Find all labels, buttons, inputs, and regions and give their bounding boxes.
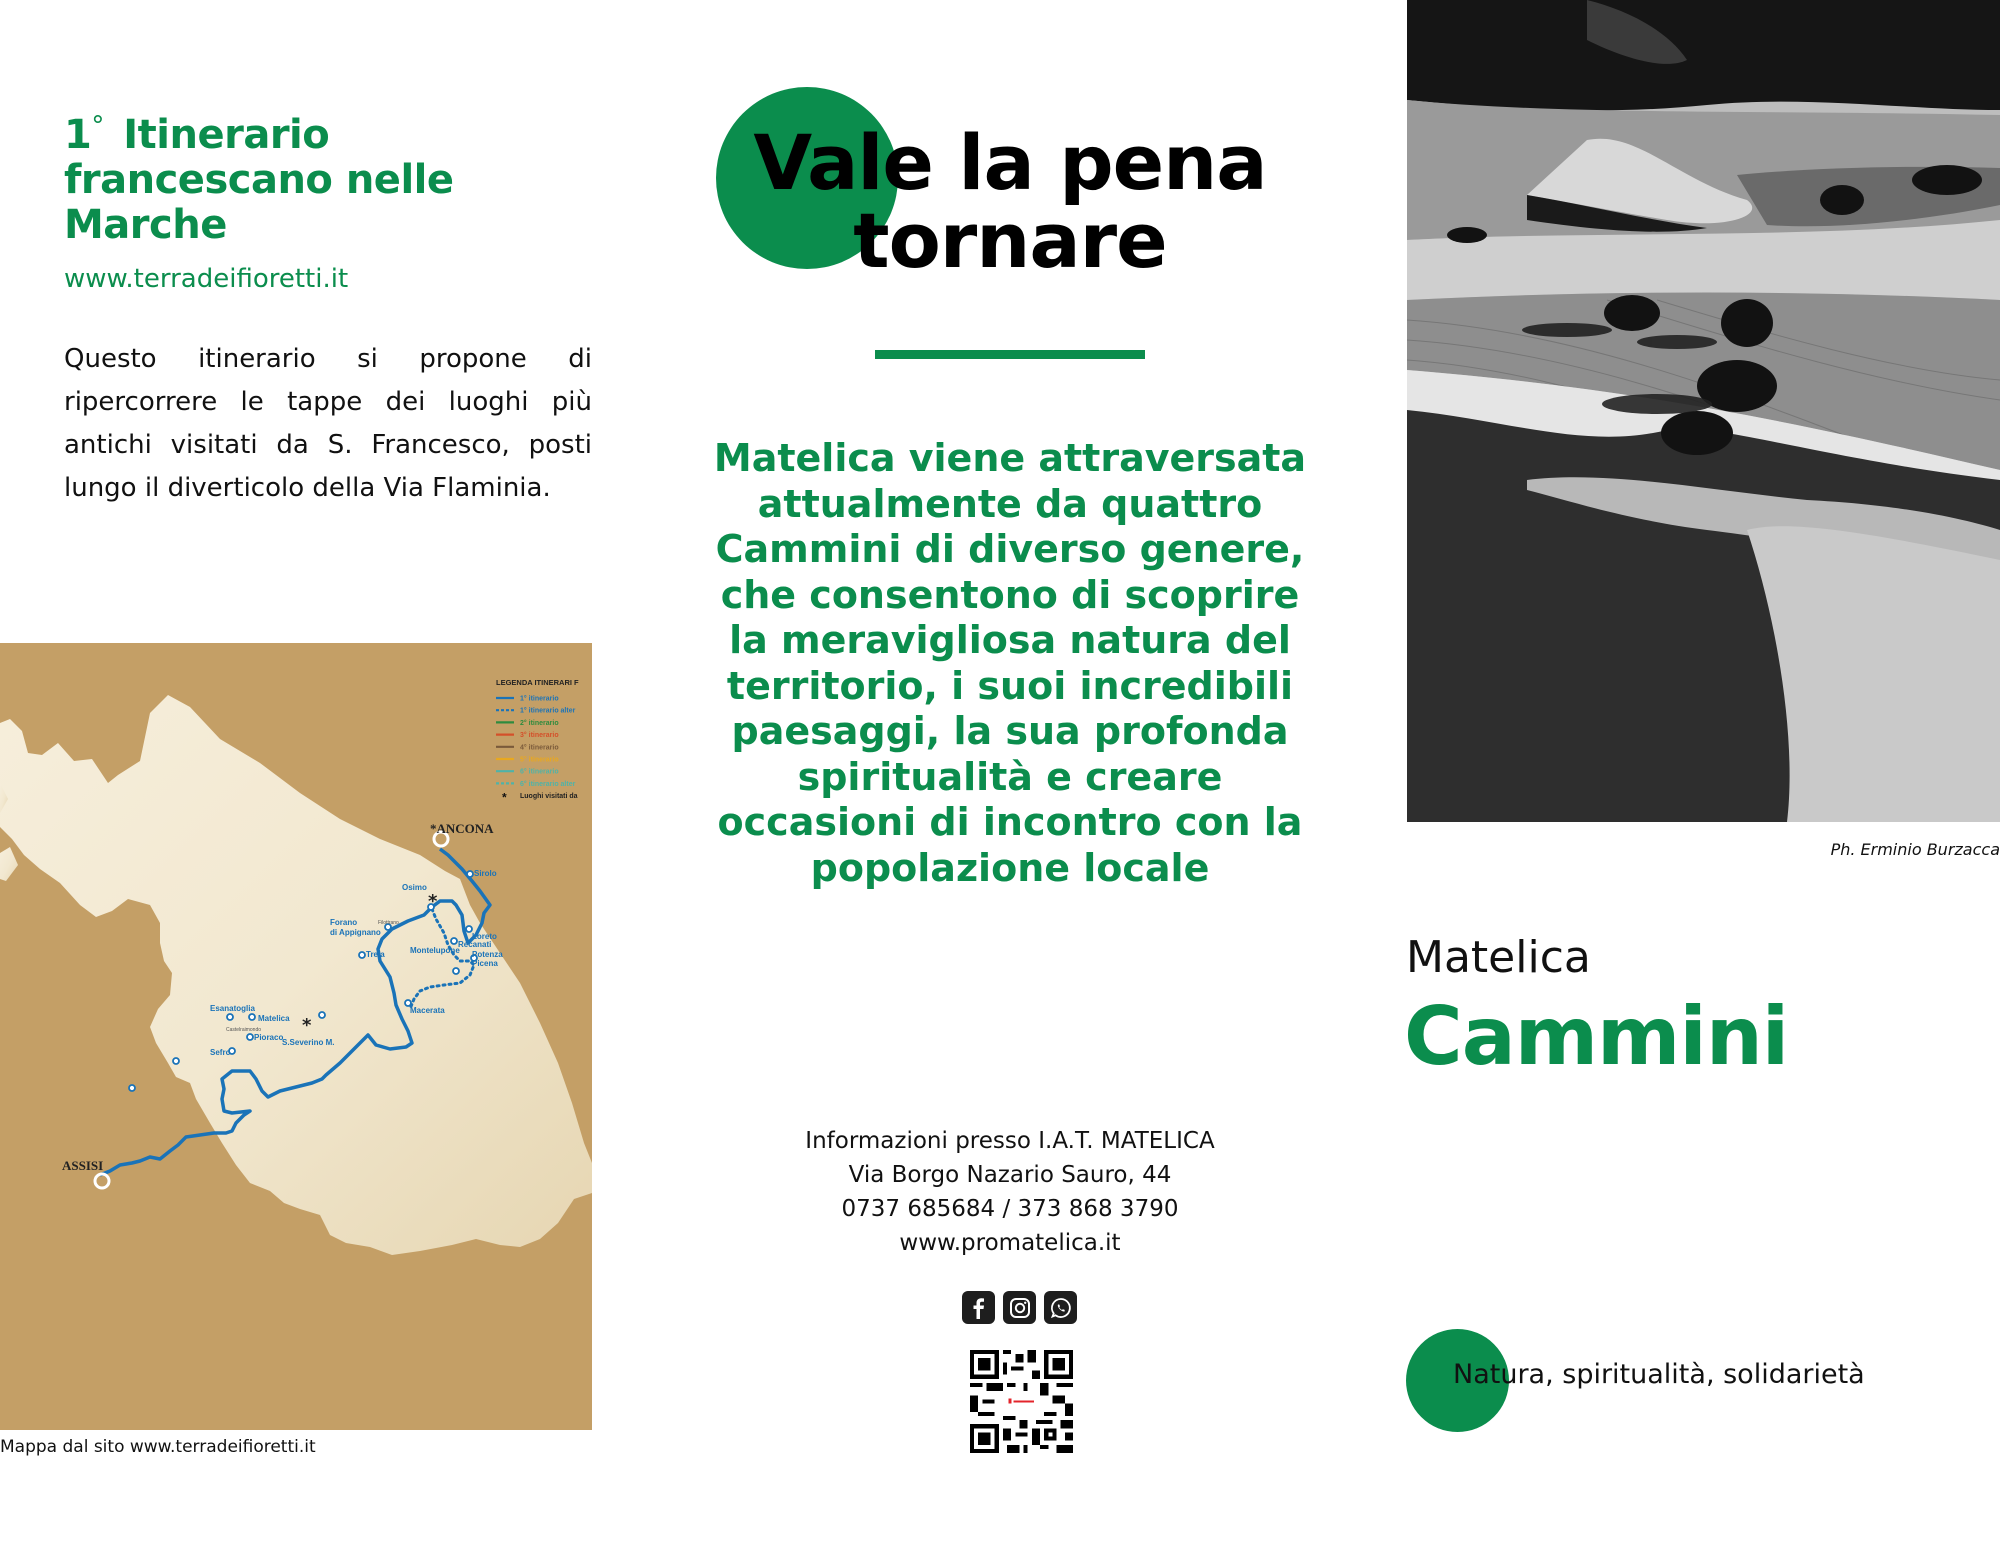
- svg-text:Esanatoglia: Esanatoglia: [210, 1004, 255, 1013]
- itinerary-title-text: Itinerario francescano nelle Marche: [64, 112, 454, 248]
- center-headline: Vale la pena tornare: [753, 118, 1267, 285]
- cover-subtitle: Matelica: [1406, 932, 1591, 983]
- svg-text:Picena: Picena: [472, 959, 498, 968]
- map-caption: Mappa dal sito www.terradeifioretti.it: [0, 1437, 316, 1457]
- legend-item: 6° itinerario alter: [520, 780, 576, 788]
- svg-text:Pioraco: Pioraco: [254, 1033, 284, 1042]
- itinerary-title: [64, 104, 584, 248]
- svg-text:S.Severino M.: S.Severino M.: [282, 1038, 335, 1047]
- itinerary-number: 1: [64, 112, 92, 158]
- info-office: Informazioni presso I.A.T. MATELICA: [805, 1128, 1215, 1154]
- svg-text:*ANCONA: *ANCONA: [430, 821, 494, 836]
- svg-text:Matelica: Matelica: [258, 1014, 290, 1023]
- svg-text:*: *: [302, 1015, 312, 1036]
- legend-item: 5° itinerario: [520, 756, 559, 764]
- info-address: Via Borgo Nazario Sauro, 44: [848, 1162, 1172, 1188]
- legend-item: 2° itinerario: [520, 719, 559, 727]
- green-divider: [875, 350, 1145, 359]
- legend-item: 1° itinerario: [520, 695, 559, 703]
- contact-info: [700, 1124, 1320, 1260]
- instagram-icon[interactable]: [1003, 1291, 1036, 1324]
- center-body-text: Matelica viene attraversata attualmente da quattro Cammini di diverso genere, che consentono di scoprire la meravigliosa natura del territorio, i suoi incredibili paesaggi, la sua profonda spiritualità e creare occasioni di incontro con la popolazione locale: [713, 436, 1307, 890]
- svg-text:ASSISI: ASSISI: [62, 1158, 104, 1173]
- info-phone: 0737 685684 / 373 868 3790: [841, 1196, 1179, 1222]
- itinerary-description: Questo itinerario si propone di ripercorrere le tappe dei luoghi più antichi visitati da S. Francesco, posti lungo il diverticolo della Via Flaminia.: [64, 344, 592, 503]
- tagline: Natura, spiritualità, solidarietà: [1453, 1359, 1865, 1390]
- landscape-photo: [1407, 0, 2000, 822]
- svg-text:LEGENDA ITINERARI F: LEGENDA ITINERARI F: [496, 678, 579, 687]
- svg-text:Castelraimondo: Castelraimondo: [226, 1027, 262, 1033]
- rolling-hills-image: [1407, 0, 2000, 822]
- legend-item: 6° itinerario: [520, 768, 559, 776]
- svg-text:*: *: [502, 790, 507, 805]
- photo-credit: Ph. Erminio Burzacca: [1830, 840, 2000, 859]
- itinerary-map: [0, 643, 592, 1430]
- degree-symbol: °: [91, 111, 104, 141]
- facebook-icon[interactable]: [962, 1291, 995, 1324]
- whatsapp-icon[interactable]: [1044, 1291, 1077, 1324]
- map-legend: [496, 678, 579, 805]
- legend-item: 4° itinerario: [520, 744, 559, 752]
- legend-item: 3° itinerario: [520, 732, 559, 740]
- svg-text:Loreto: Loreto: [472, 932, 497, 941]
- social-icons: [962, 1291, 1077, 1324]
- cover-title: Cammini: [1404, 990, 1789, 1083]
- terradeifioretti-link[interactable]: www.terradeifioretti.it: [64, 264, 349, 294]
- marche-map-graphic: [0, 643, 592, 1430]
- svg-text:Macerata: Macerata: [410, 1006, 445, 1015]
- svg-text:di Appignano: di Appignano: [330, 928, 381, 937]
- info-website[interactable]: www.promatelica.it: [899, 1230, 1121, 1256]
- svg-text:Sefro: Sefro: [210, 1048, 231, 1057]
- svg-text:Recanati: Recanati: [458, 940, 492, 949]
- svg-text:Potenza: Potenza: [472, 950, 503, 959]
- svg-text:Filottrano: Filottrano: [378, 920, 399, 926]
- svg-text:Forano: Forano: [330, 918, 358, 927]
- svg-text:Sirolo: Sirolo: [474, 869, 497, 878]
- legend-item: Luoghi visitati da: [520, 793, 578, 801]
- svg-text:Montelupone: Montelupone: [410, 946, 460, 955]
- svg-text:Treia: Treia: [366, 950, 385, 959]
- legend-item: 1° itinerario alter: [520, 707, 576, 715]
- svg-text:Osimo: Osimo: [402, 883, 427, 892]
- qr-code[interactable]: [970, 1350, 1073, 1453]
- svg-text:*: *: [428, 891, 438, 912]
